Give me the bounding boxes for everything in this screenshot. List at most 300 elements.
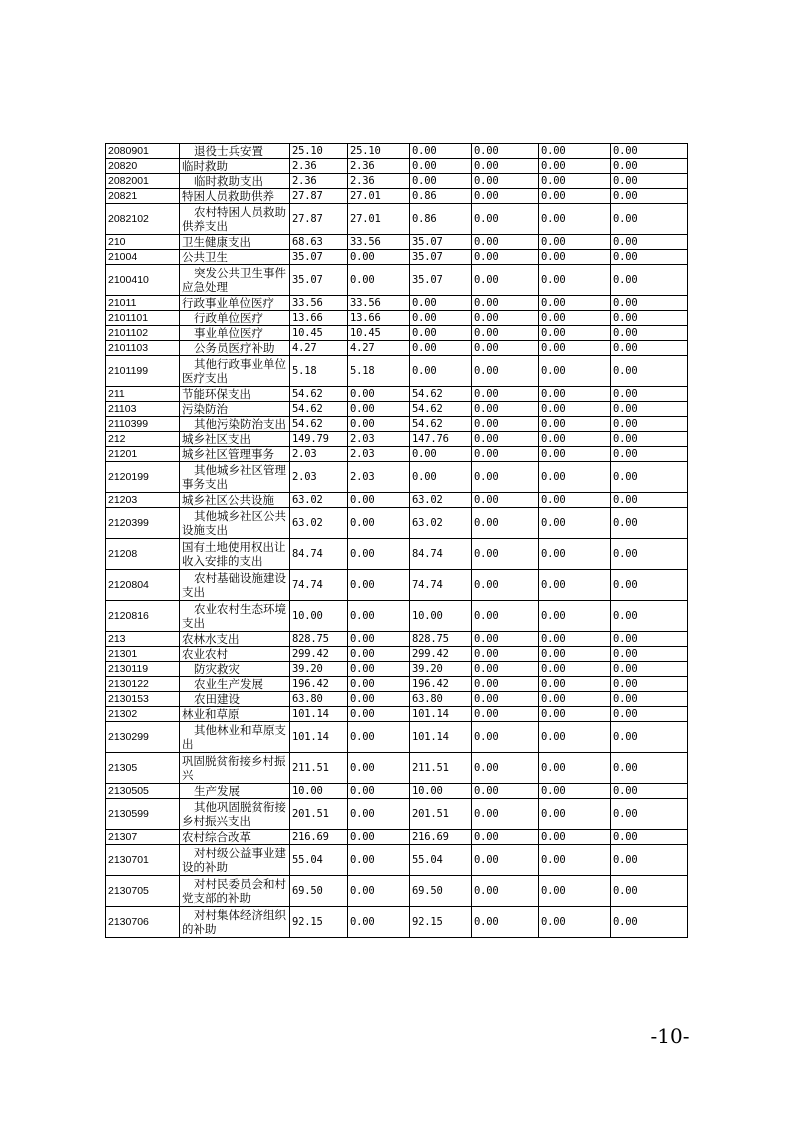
cell-project-expenditure: 196.42 [410,677,472,692]
cell-column-8: 0.00 [611,722,688,753]
cell-basic-expenditure: 0.00 [348,265,410,296]
cell-total: 2.36 [290,174,348,189]
cell-column-7: 0.00 [539,493,611,508]
table-row [106,296,688,311]
cell-column-7: 0.00 [539,508,611,539]
cell-code: 2130299 [106,722,180,753]
cell-column-6: 0.00 [472,174,539,189]
cell-column-8: 0.00 [611,356,688,387]
cell-column-8: 0.00 [611,799,688,830]
cell-project-expenditure: 69.50 [410,876,472,907]
cell-code: 21305 [106,753,180,784]
cell-total: 13.66 [290,311,348,326]
cell-project-expenditure: 299.42 [410,647,472,662]
cell-code: 21203 [106,493,180,508]
cell-column-6: 0.00 [472,799,539,830]
cell-total: 201.51 [290,799,348,830]
cell-column-7: 0.00 [539,647,611,662]
cell-project-expenditure: 0.00 [410,326,472,341]
cell-column-6: 0.00 [472,341,539,356]
cell-column-8: 0.00 [611,402,688,417]
cell-basic-expenditure: 10.45 [348,326,410,341]
table-row [106,311,688,326]
cell-code: 21201 [106,447,180,462]
cell-column-7: 0.00 [539,907,611,938]
cell-column-7: 0.00 [539,341,611,356]
cell-name: 公共卫生 [180,250,290,265]
table-row [106,830,688,845]
cell-project-expenditure: 39.20 [410,662,472,677]
cell-column-7: 0.00 [539,250,611,265]
cell-total: 216.69 [290,830,348,845]
cell-column-6: 0.00 [472,692,539,707]
cell-code: 2130705 [106,876,180,907]
cell-total: 63.02 [290,508,348,539]
cell-column-6: 0.00 [472,235,539,250]
cell-column-7: 0.00 [539,235,611,250]
cell-total: 10.45 [290,326,348,341]
cell-basic-expenditure: 0.00 [348,387,410,402]
cell-project-expenditure: 211.51 [410,753,472,784]
cell-project-expenditure: 92.15 [410,907,472,938]
cell-column-7: 0.00 [539,539,611,570]
cell-total: 299.42 [290,647,348,662]
table-row [106,508,688,539]
cell-code: 2101103 [106,341,180,356]
cell-column-8: 0.00 [611,447,688,462]
cell-total: 27.87 [290,189,348,204]
cell-code: 2120399 [106,508,180,539]
table-row [106,722,688,753]
cell-column-7: 0.00 [539,707,611,722]
cell-code: 2130122 [106,677,180,692]
cell-project-expenditure: 63.02 [410,493,472,508]
cell-name: 巩固脱贫衔接乡村振兴 [180,753,290,784]
table-row [106,539,688,570]
cell-column-7: 0.00 [539,387,611,402]
cell-code: 210 [106,235,180,250]
cell-column-8: 0.00 [611,662,688,677]
cell-total: 4.27 [290,341,348,356]
cell-basic-expenditure: 27.01 [348,189,410,204]
cell-column-8: 0.00 [611,387,688,402]
cell-project-expenditure: 35.07 [410,265,472,296]
cell-total: 74.74 [290,570,348,601]
cell-column-7: 0.00 [539,402,611,417]
cell-column-7: 0.00 [539,417,611,432]
cell-basic-expenditure: 0.00 [348,692,410,707]
cell-code: 21307 [106,830,180,845]
cell-project-expenditure: 0.00 [410,311,472,326]
cell-name: 其他林业和草原支出 [180,722,290,753]
cell-total: 63.80 [290,692,348,707]
cell-column-7: 0.00 [539,159,611,174]
cell-total: 54.62 [290,417,348,432]
cell-basic-expenditure: 0.00 [348,417,410,432]
cell-column-7: 0.00 [539,144,611,159]
cell-column-6: 0.00 [472,204,539,235]
table-row [106,753,688,784]
cell-total: 2.03 [290,447,348,462]
cell-column-7: 0.00 [539,296,611,311]
table-row [106,189,688,204]
cell-total: 35.07 [290,265,348,296]
cell-code: 213 [106,632,180,647]
cell-basic-expenditure: 0.00 [348,876,410,907]
table-row [106,447,688,462]
cell-project-expenditure: 0.00 [410,447,472,462]
budget-expenditure-table [105,143,688,938]
cell-basic-expenditure: 0.00 [348,632,410,647]
cell-project-expenditure: 0.00 [410,356,472,387]
table-row [106,174,688,189]
cell-code: 2120199 [106,462,180,493]
cell-total: 10.00 [290,784,348,799]
cell-basic-expenditure: 0.00 [348,539,410,570]
cell-code: 2130599 [106,799,180,830]
cell-basic-expenditure: 0.00 [348,677,410,692]
cell-code: 21301 [106,647,180,662]
cell-basic-expenditure: 0.00 [348,784,410,799]
table-row [106,341,688,356]
cell-column-6: 0.00 [472,493,539,508]
cell-name: 防灾救灾 [180,662,290,677]
cell-code: 2120816 [106,601,180,632]
cell-column-7: 0.00 [539,692,611,707]
cell-project-expenditure: 54.62 [410,387,472,402]
cell-column-7: 0.00 [539,265,611,296]
cell-column-7: 0.00 [539,326,611,341]
cell-project-expenditure: 0.00 [410,296,472,311]
cell-column-8: 0.00 [611,462,688,493]
cell-column-6: 0.00 [472,647,539,662]
table-body [106,144,688,938]
cell-project-expenditure: 10.00 [410,601,472,632]
cell-project-expenditure: 54.62 [410,402,472,417]
cell-total: 35.07 [290,250,348,265]
cell-total: 5.18 [290,356,348,387]
cell-name: 其他污染防治支出 [180,417,290,432]
cell-total: 55.04 [290,845,348,876]
cell-column-6: 0.00 [472,417,539,432]
cell-code: 2120804 [106,570,180,601]
table-row [106,144,688,159]
cell-name: 城乡社区公共设施 [180,493,290,508]
cell-basic-expenditure: 0.00 [348,508,410,539]
cell-total: 2.03 [290,462,348,493]
table-row [106,692,688,707]
cell-project-expenditure: 74.74 [410,570,472,601]
table-row [106,845,688,876]
cell-column-7: 0.00 [539,447,611,462]
cell-column-8: 0.00 [611,692,688,707]
table-row [106,432,688,447]
cell-project-expenditure: 55.04 [410,845,472,876]
table-row [106,907,688,938]
cell-code: 2130119 [106,662,180,677]
cell-column-6: 0.00 [472,387,539,402]
cell-basic-expenditure: 0.00 [348,707,410,722]
table-row [106,677,688,692]
table-row [106,784,688,799]
table-row [106,647,688,662]
cell-column-8: 0.00 [611,326,688,341]
cell-total: 33.56 [290,296,348,311]
cell-column-6: 0.00 [472,601,539,632]
cell-name: 退役士兵安置 [180,144,290,159]
cell-column-8: 0.00 [611,417,688,432]
cell-name: 对村级公益事业建设的补助 [180,845,290,876]
cell-column-6: 0.00 [472,907,539,938]
table-row [106,601,688,632]
cell-project-expenditure: 0.00 [410,462,472,493]
cell-basic-expenditure: 2.36 [348,174,410,189]
cell-column-7: 0.00 [539,876,611,907]
cell-code: 2130153 [106,692,180,707]
cell-column-7: 0.00 [539,677,611,692]
cell-name: 行政单位医疗 [180,311,290,326]
cell-basic-expenditure: 0.00 [348,647,410,662]
cell-basic-expenditure: 0.00 [348,845,410,876]
cell-column-8: 0.00 [611,159,688,174]
cell-name: 农业农村 [180,647,290,662]
cell-basic-expenditure: 0.00 [348,830,410,845]
cell-code: 2082001 [106,174,180,189]
table-row [106,326,688,341]
cell-total: 149.79 [290,432,348,447]
cell-column-8: 0.00 [611,647,688,662]
cell-column-6: 0.00 [472,402,539,417]
cell-column-7: 0.00 [539,570,611,601]
cell-total: 84.74 [290,539,348,570]
cell-total: 92.15 [290,907,348,938]
cell-column-8: 0.00 [611,539,688,570]
cell-name: 其他城乡社区管理事务支出 [180,462,290,493]
cell-project-expenditure: 0.00 [410,341,472,356]
cell-column-8: 0.00 [611,265,688,296]
cell-column-6: 0.00 [472,830,539,845]
cell-column-6: 0.00 [472,570,539,601]
cell-column-8: 0.00 [611,570,688,601]
cell-name: 对村民委员会和村党支部的补助 [180,876,290,907]
cell-code: 2130706 [106,907,180,938]
cell-column-8: 0.00 [611,907,688,938]
cell-column-7: 0.00 [539,432,611,447]
cell-column-8: 0.00 [611,784,688,799]
table-row [106,493,688,508]
cell-code: 2082102 [106,204,180,235]
cell-column-8: 0.00 [611,235,688,250]
cell-name: 行政事业单位医疗 [180,296,290,311]
cell-project-expenditure: 35.07 [410,250,472,265]
cell-name: 临时救助 [180,159,290,174]
cell-project-expenditure: 84.74 [410,539,472,570]
cell-name: 其他巩固脱贫衔接乡村振兴支出 [180,799,290,830]
cell-column-8: 0.00 [611,174,688,189]
cell-code: 2101101 [106,311,180,326]
cell-column-7: 0.00 [539,845,611,876]
cell-column-8: 0.00 [611,432,688,447]
cell-code: 21103 [106,402,180,417]
cell-column-6: 0.00 [472,159,539,174]
cell-total: 196.42 [290,677,348,692]
cell-basic-expenditure: 2.03 [348,432,410,447]
cell-total: 63.02 [290,493,348,508]
cell-name: 城乡社区支出 [180,432,290,447]
cell-name: 公务员医疗补助 [180,341,290,356]
table-row [106,402,688,417]
cell-basic-expenditure: 4.27 [348,341,410,356]
cell-name: 城乡社区管理事务 [180,447,290,462]
cell-basic-expenditure: 0.00 [348,493,410,508]
cell-name: 生产发展 [180,784,290,799]
cell-name: 其他行政事业单位医疗支出 [180,356,290,387]
cell-column-8: 0.00 [611,830,688,845]
cell-basic-expenditure: 5.18 [348,356,410,387]
table-row [106,707,688,722]
cell-total: 101.14 [290,707,348,722]
cell-column-6: 0.00 [472,845,539,876]
cell-column-8: 0.00 [611,508,688,539]
cell-column-7: 0.00 [539,722,611,753]
cell-column-8: 0.00 [611,845,688,876]
cell-name: 节能环保支出 [180,387,290,402]
table-row [106,462,688,493]
table-row [106,235,688,250]
table-row [106,570,688,601]
cell-column-8: 0.00 [611,493,688,508]
cell-column-7: 0.00 [539,189,611,204]
cell-column-8: 0.00 [611,632,688,647]
cell-project-expenditure: 147.76 [410,432,472,447]
cell-column-8: 0.00 [611,189,688,204]
cell-basic-expenditure: 0.00 [348,799,410,830]
cell-basic-expenditure: 0.00 [348,402,410,417]
table-row [106,387,688,402]
cell-basic-expenditure: 0.00 [348,907,410,938]
cell-column-6: 0.00 [472,296,539,311]
cell-column-6: 0.00 [472,784,539,799]
table-row [106,417,688,432]
cell-basic-expenditure: 2.03 [348,447,410,462]
cell-basic-expenditure: 27.01 [348,204,410,235]
table-row [106,356,688,387]
cell-code: 2101102 [106,326,180,341]
cell-code: 2110399 [106,417,180,432]
cell-total: 27.87 [290,204,348,235]
cell-column-7: 0.00 [539,784,611,799]
cell-code: 21302 [106,707,180,722]
table-row [106,265,688,296]
cell-column-7: 0.00 [539,601,611,632]
cell-total: 68.63 [290,235,348,250]
cell-project-expenditure: 0.00 [410,159,472,174]
table-row [106,876,688,907]
cell-total: 101.14 [290,722,348,753]
cell-column-7: 0.00 [539,830,611,845]
cell-code: 2130701 [106,845,180,876]
cell-code: 21004 [106,250,180,265]
cell-name: 特困人员救助供养 [180,189,290,204]
cell-project-expenditure: 101.14 [410,707,472,722]
cell-name: 农业生产发展 [180,677,290,692]
cell-column-8: 0.00 [611,707,688,722]
cell-column-7: 0.00 [539,204,611,235]
cell-project-expenditure: 0.00 [410,144,472,159]
cell-code: 21208 [106,539,180,570]
cell-total: 69.50 [290,876,348,907]
cell-column-8: 0.00 [611,250,688,265]
cell-project-expenditure: 63.02 [410,508,472,539]
cell-column-6: 0.00 [472,753,539,784]
cell-code: 211 [106,387,180,402]
cell-basic-expenditure: 25.10 [348,144,410,159]
cell-basic-expenditure: 33.56 [348,296,410,311]
cell-basic-expenditure: 2.03 [348,462,410,493]
table-row [106,662,688,677]
cell-project-expenditure: 35.07 [410,235,472,250]
cell-name: 农村特困人员救助供养支出 [180,204,290,235]
cell-name: 对村集体经济组织的补助 [180,907,290,938]
cell-column-6: 0.00 [472,707,539,722]
cell-total: 25.10 [290,144,348,159]
cell-basic-expenditure: 0.00 [348,662,410,677]
cell-column-6: 0.00 [472,265,539,296]
cell-total: 10.00 [290,601,348,632]
cell-column-6: 0.00 [472,876,539,907]
cell-code: 2130505 [106,784,180,799]
cell-column-8: 0.00 [611,753,688,784]
cell-column-6: 0.00 [472,632,539,647]
cell-column-7: 0.00 [539,632,611,647]
cell-column-6: 0.00 [472,508,539,539]
cell-total: 54.62 [290,402,348,417]
cell-project-expenditure: 10.00 [410,784,472,799]
cell-column-7: 0.00 [539,462,611,493]
cell-column-7: 0.00 [539,662,611,677]
cell-basic-expenditure: 33.56 [348,235,410,250]
cell-total: 211.51 [290,753,348,784]
cell-total: 828.75 [290,632,348,647]
cell-column-8: 0.00 [611,204,688,235]
cell-basic-expenditure: 0.00 [348,250,410,265]
cell-name: 农村基础设施建设支出 [180,570,290,601]
cell-column-7: 0.00 [539,174,611,189]
cell-code: 20820 [106,159,180,174]
table-row [106,204,688,235]
cell-column-6: 0.00 [472,662,539,677]
cell-project-expenditure: 216.69 [410,830,472,845]
cell-name: 突发公共卫生事件应急处理 [180,265,290,296]
cell-project-expenditure: 828.75 [410,632,472,647]
cell-column-8: 0.00 [611,601,688,632]
cell-code: 20821 [106,189,180,204]
cell-total: 2.36 [290,159,348,174]
cell-column-8: 0.00 [611,144,688,159]
cell-column-6: 0.00 [472,189,539,204]
cell-column-6: 0.00 [472,539,539,570]
cell-code: 21011 [106,296,180,311]
cell-basic-expenditure: 0.00 [348,601,410,632]
cell-code: 212 [106,432,180,447]
cell-code: 2080901 [106,144,180,159]
cell-total: 54.62 [290,387,348,402]
cell-name: 国有土地使用权出让收入安排的支出 [180,539,290,570]
cell-name: 污染防治 [180,402,290,417]
cell-name: 卫生健康支出 [180,235,290,250]
cell-total: 39.20 [290,662,348,677]
cell-column-6: 0.00 [472,326,539,341]
